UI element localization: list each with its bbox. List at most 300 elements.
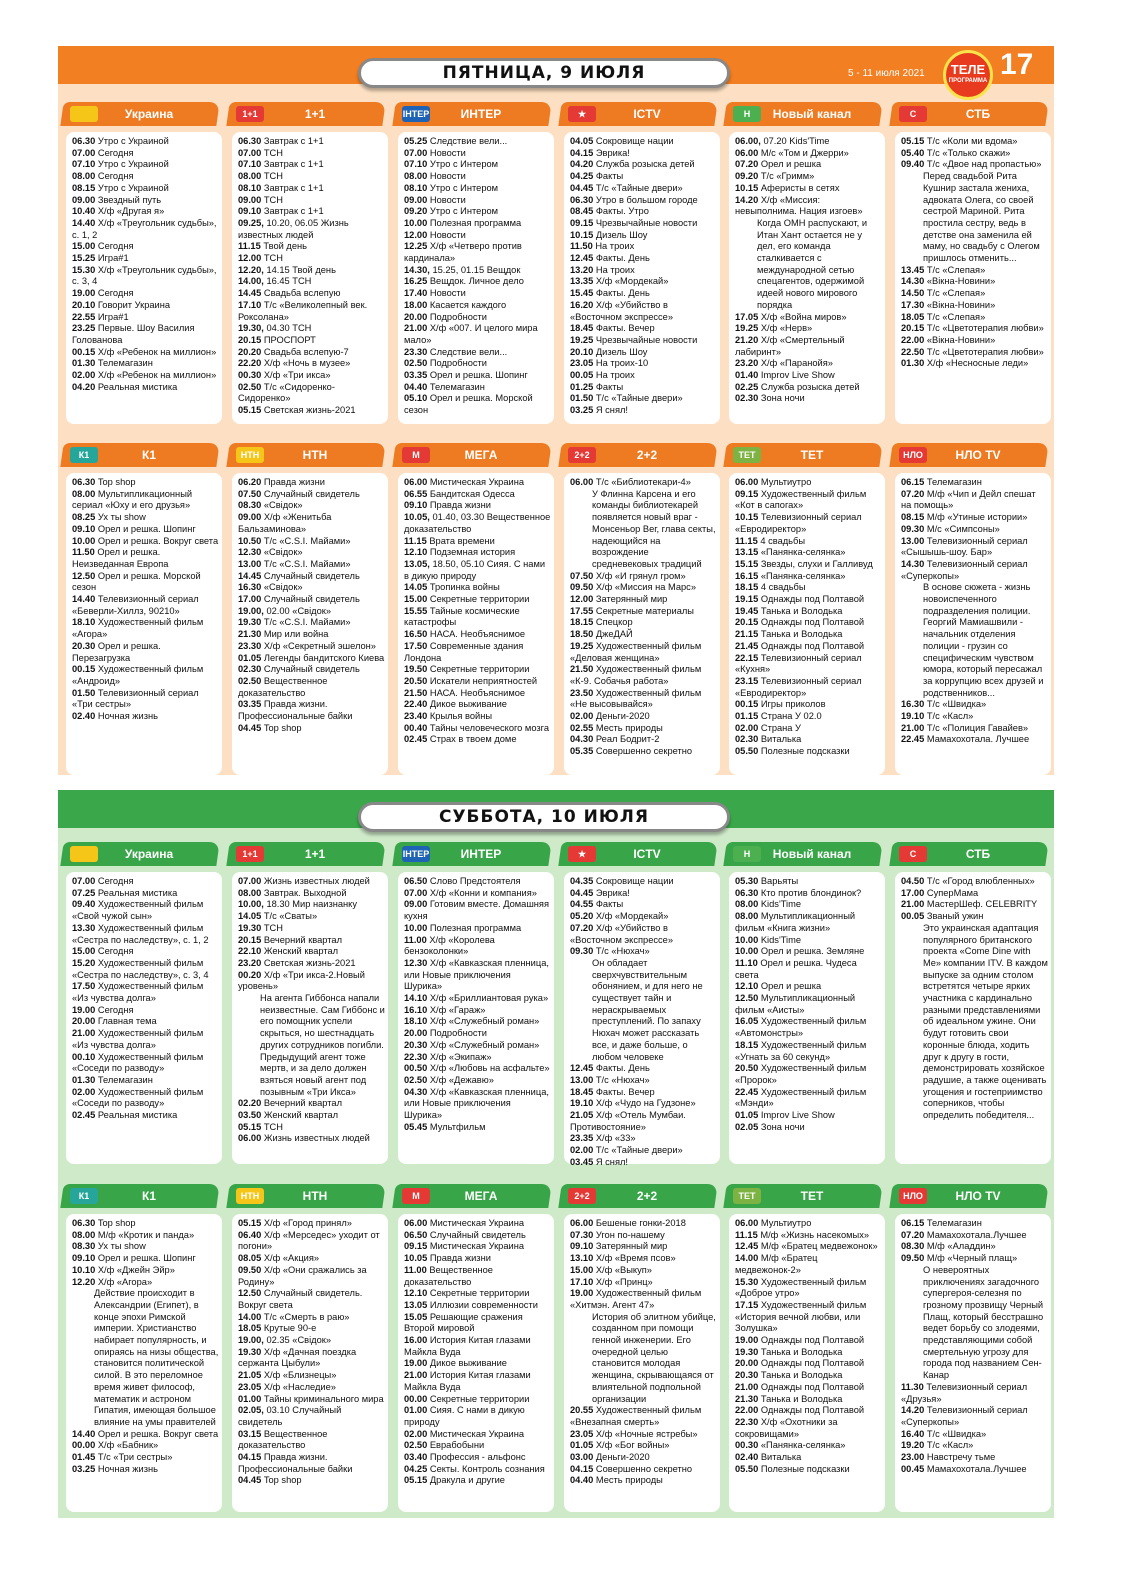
schedule-row: 02.30 Зона ночи (735, 393, 805, 404)
schedule-row: 19.10 Т/с «Касл» (901, 711, 974, 722)
schedule-list (404, 477, 551, 746)
schedule-row: 18.10 Х/ф «Служебный роман» (404, 1016, 540, 1027)
schedule-list (570, 876, 717, 1169)
schedule-row: 22.30 Х/ф «Охотники за сокровищами» (735, 1416, 841, 1439)
schedule-row: 16.30 Т/с «Швидка» (901, 699, 987, 710)
schedule-row: 06.00 Мистическая Украина (404, 1218, 525, 1228)
schedule-list (901, 477, 1048, 746)
schedule-row: 19.15 Однажды под Полтавой (735, 594, 865, 605)
schedule-row: 23.40 Крылья войны (404, 711, 493, 722)
schedule-row: 09.10 Орел и решка. Шопинг (72, 1253, 196, 1264)
channel-logo-icon: НЛО (899, 1188, 927, 1204)
channel-tab (558, 443, 717, 467)
schedule-row: 10.05 Правда жизни (404, 1253, 491, 1264)
schedule-row: 19.30, 04.30 ТСН (238, 323, 312, 334)
schedule-row: 18.15 Художественный фильм «Угнать за 60 секунд» (735, 1039, 869, 1062)
schedule-row: 02.40 Виталька (735, 1452, 802, 1463)
schedule-row: 02.00 Х/ф «Ребенок на миллион» (72, 370, 217, 381)
schedule-row: 05.15 Х/ф «Город принял» (238, 1218, 352, 1228)
schedule-row: 13.20 На троих (570, 264, 635, 275)
schedule-row: 05.35 Совершенно секретно (570, 746, 693, 757)
schedule-row: 21.45 Однажды под Полтавой (735, 640, 865, 651)
schedule-row: 08.10 Завтрак с 1+1 (238, 182, 324, 193)
schedule-row: 08.00 Мультипликационный фильм «Книга жизни» (735, 911, 858, 933)
channel-logo-icon: НТН (236, 447, 264, 463)
schedule-row: 08.00 Сегодня (72, 171, 134, 182)
schedule-row: 05.20 Х/ф «Мордекай» (570, 911, 669, 922)
schedule-row: 13.35 Х/ф «Мордекай» (570, 276, 669, 287)
page-number: 17 (1000, 48, 1034, 81)
schedule-row: 06.50 Слово Предстоятеля (404, 876, 521, 886)
schedule-list (735, 1218, 882, 1475)
schedule-row: 14.00 М/ф «Братец медвежонок-2» (735, 1253, 821, 1275)
schedule-row: 10.15 Телевизионный сериал «Евродиректор» (735, 512, 865, 534)
schedule-row: 06.30 Кто против блондинок? (735, 887, 862, 898)
schedule-row: 04.30 Реал Бодрит-2 (570, 734, 660, 745)
schedule-row: 14.40 Х/ф «Треугольник судьбы», с. 1, 2 (72, 217, 220, 240)
schedule-row: 15.00 Сегодня (72, 241, 134, 252)
schedule-row: 04.05 Сокровище нации (570, 136, 674, 146)
channel-card (729, 847, 885, 1164)
schedule-row: 21.00 Т/с «Полиция Гавайев» (901, 722, 1029, 733)
schedule-row: 09.25, 10.20, 06.05 Жизнь известных людей (238, 217, 352, 240)
schedule-row: 16.50 НАСА. Необъяснимое (404, 629, 526, 640)
schedule-row: 06.00 Мультиутро (735, 477, 812, 487)
schedule-row: 22.40 Дикое выживание (404, 699, 507, 710)
channel-logo-icon: 1+1 (236, 846, 264, 862)
schedule-row: 05.15 Т/с «Коли ми вдома» (901, 136, 1018, 146)
schedule-row: 15.45 Факты. День (570, 288, 650, 299)
schedule-row: 07.10 Утро с Украиной (72, 159, 169, 170)
schedule-row: 08.05 Х/ф «Акция» (238, 1253, 320, 1264)
schedule-row: 05.45 Мультфильм (404, 1121, 486, 1132)
schedule-row: 03.25 Ночная жизнь (72, 1463, 158, 1474)
schedule-row: 04.25 Факты (570, 171, 624, 182)
day-title: ПЯТНИЦА, 9 ИЮЛЯ (358, 58, 730, 88)
schedule-row: 07.00 ТСН (238, 147, 283, 158)
schedule-row: 08.00 Kids'Time (735, 899, 802, 910)
schedule-row: 20.10 Говорит Украина (72, 299, 171, 310)
channel-logo-icon: М (402, 1188, 430, 1204)
schedule-row: 19.00, 02.00 «Свідок» (238, 605, 332, 616)
schedule-list (238, 136, 385, 417)
schedule-row: 20.00 Подробности (404, 1028, 488, 1039)
schedule-row: 14.50 Т/с «Слепая» (901, 288, 986, 299)
schedule-row: 06.30 Утро в большом городе (570, 194, 698, 205)
schedule-row: 23.05 Х/ф «Наследие» (238, 1381, 336, 1392)
schedule-row: 16.05 Художественный фильм «Автомонстры» (735, 1016, 869, 1039)
channel-logo-icon (70, 846, 98, 862)
schedule-list (901, 136, 1048, 370)
schedule-row: 04.40 Месть природы (570, 1475, 663, 1486)
schedule-row: 01.50 Телевизионный сериал «Три сестры» (72, 687, 202, 710)
schedule-row: 06.30 Top shop (72, 1218, 136, 1228)
channel-logo-icon: НТН (236, 1188, 264, 1204)
schedule-row: 00.10 Художественный фильм «Соседи по разводу» (72, 1051, 206, 1074)
schedule-row: 23.50 Художественный фильм «Не высовывайся» (570, 687, 704, 710)
schedule-row: 08.10 Утро с Интером (404, 182, 499, 193)
schedule-row: 04.45 Эврика! (570, 887, 630, 898)
schedule-row: 01.45 Т/с «Три сестры» (72, 1452, 173, 1463)
schedule-row: 14.05 Т/с «Сваты» (238, 911, 318, 922)
schedule-row: 02.50 Вещественное доказательство (238, 675, 331, 698)
schedule-row: 21.50 НАСА. Необъяснимое (404, 687, 526, 698)
schedule-row: 08.00 Мультипликационный сериал «Юху и его друзья» (72, 488, 195, 511)
channel-tab (723, 102, 882, 126)
schedule-row: 07.00 Сегодня (72, 876, 134, 886)
channel-card (398, 448, 554, 775)
schedule-row: 13.05 Иллюзии современности (404, 1299, 538, 1310)
schedule-row: 07.20 Мамахохотала.Лучшее (901, 1229, 1027, 1240)
schedule-row: Когда ОМН распускают, и Итан Хант остается не у дел, его команда сталкивается с международной сетью спецагентов, одержимой идеей нового мирового порядка (757, 217, 870, 310)
schedule-list (570, 477, 717, 758)
schedule-row: 15.15 Звезды, слухи и Галливуд (735, 558, 873, 569)
schedule-row: 05.50 Полезные подсказки (735, 1463, 850, 1474)
schedule-row: 20.00 Главная тема (72, 1016, 157, 1027)
schedule-row: 12.20 Х/ф «Агора» (72, 1276, 153, 1287)
schedule-row: 02.50 Х/ф «Дежавю» (404, 1074, 494, 1085)
schedule-row: 07.20 Орел и решка (735, 159, 822, 170)
schedule-row: 18.45 Факты. Вечер (570, 323, 655, 334)
schedule-row: 12.45 М/ф «Братец медвежонок» (735, 1241, 878, 1252)
schedule-row: 18.15 4 свадьбы (735, 582, 806, 593)
schedule-row: 05.15 Дракула и другие (404, 1475, 505, 1486)
channel-name: ТЕТ (800, 448, 824, 462)
schedule-row: 12.30 «Свідок» (238, 547, 303, 558)
schedule-row: 00.00 Секретные территории (404, 1393, 530, 1404)
schedule-row: 19.00 Однажды под Полтавой (735, 1335, 865, 1346)
channel-logo-icon: ★ (568, 846, 596, 862)
schedule-row: 04.45 Top shop (238, 722, 302, 733)
schedule-row: 06.50 Случайный свидетель (404, 1229, 526, 1240)
schedule-row: 06.00 Бешеные гонки-2018 (570, 1218, 686, 1228)
schedule-row: 09.00 Х/ф «Женитьба Бальзаминова» (238, 512, 334, 534)
schedule-row: 05.50 Полезные подсказки (735, 746, 850, 757)
schedule-row: 17.05 Х/ф «Война миров» (735, 311, 847, 322)
schedule-row: 20.50 Художественный фильм «Пророк» (735, 1063, 869, 1085)
schedule-row: 08.15 М/ф «Утиные истории» (901, 512, 1028, 523)
schedule-row: 23.30 Следствие вели... (404, 346, 508, 357)
schedule-row: 17.30 «Вікна-Новини» (901, 299, 996, 310)
schedule-row: 11.15 Врата времени (404, 535, 495, 546)
channel-logo-icon: Н (733, 106, 761, 122)
schedule-row: 15.30 Х/ф «Треугольник судьбы», с. 3, 4 (72, 264, 220, 287)
schedule-row: 11.50 Орел и решка. Неизведанная Европа (72, 547, 169, 569)
schedule-row: 21.00 Х/ф «007. И целого мира мало» (404, 323, 541, 345)
schedule-row: 02.20 Вечерний квартал (238, 1098, 342, 1109)
schedule-row: 15.00 Секретные территории (404, 594, 530, 605)
schedule-row: 12.25 Х/ф «Четверо против кардинала» (404, 241, 525, 264)
schedule-row: 02.30 Виталька (735, 734, 802, 745)
schedule-row: 17.55 Секретные материалы (570, 605, 694, 616)
schedule-row: 06.20 Правда жизни (238, 477, 325, 487)
schedule-row: 09.50 Х/ф «Миссия на Марс» (570, 582, 696, 593)
channel-logo-icon: М (402, 447, 430, 463)
schedule-row: 12.45 Факты. День (570, 1063, 650, 1074)
schedule-row: 01.30 Телемагазин (72, 358, 153, 369)
schedule-row: 14.45 Свадьба вслепую (238, 288, 341, 299)
schedule-row: 06.00, 07.20 Kids'Time (735, 136, 830, 146)
channel-name: НЛО TV (955, 448, 1001, 462)
schedule-row: 15.05 Решающие сражения Второй мировой (404, 1311, 526, 1334)
channel-card (66, 448, 222, 775)
schedule-row: 03.25 Я снял! (570, 405, 628, 416)
schedule-row: 17.40 Новости (404, 288, 466, 299)
channel-tab (392, 443, 551, 467)
channel-name: НТН (302, 448, 328, 462)
schedule-row: 17.00 Случайный свидетель (238, 594, 360, 605)
schedule-row: 07.10 Завтрак с 1+1 (238, 159, 324, 170)
schedule-row: 14.00 Т/с «Смерть в раю» (238, 1311, 350, 1322)
channel-card (398, 107, 554, 424)
schedule-row: 16.15 «Панянка-селянка» (735, 570, 846, 581)
schedule-row: 02.50 Т/с «Сидоренко-Сидоренко» (238, 381, 335, 404)
schedule-row: 06.00 Т/с «Библиотекари-4» (570, 477, 691, 487)
channel-card (895, 448, 1051, 775)
schedule-row: 03.15 Вещественное доказательство (238, 1428, 331, 1451)
friday-section (58, 46, 1054, 775)
channel-logo-icon: 1+1 (236, 106, 264, 122)
schedule-row: 13.15 «Панянка-селянка» (735, 547, 846, 558)
schedule-row: 14.05 Тропинка войны (404, 582, 500, 593)
schedule-row: 18.05 Крутые 90-е (238, 1323, 317, 1334)
schedule-row: 09.40 Т/с «Двое над пропастью» (901, 159, 1042, 170)
schedule-row: 22.10 Женский квартал (238, 946, 339, 957)
schedule-row: 21.30 Мир или война (238, 629, 329, 640)
schedule-row: 10.00 Полезная программа (404, 217, 522, 228)
channel-card (232, 107, 388, 424)
channel-tab (889, 102, 1048, 126)
schedule-list (735, 477, 882, 758)
schedule-row: 19.00 Дикое выживание (404, 1358, 507, 1369)
schedule-row: 15.00 Сегодня (72, 946, 134, 957)
channel-name: МЕГА (464, 1189, 498, 1203)
schedule-row: 04.15 Эврика! (570, 147, 630, 158)
schedule-row: 19.20 Т/с «Касл» (901, 1440, 974, 1451)
schedule-row: 04.45 Top shop (238, 1475, 302, 1486)
schedule-row: 14.45 Случайный свидетель (238, 570, 360, 581)
schedule-row: 13.45 Т/с «Слепая» (901, 264, 986, 275)
schedule-row: 09.10 Орел и решка. Шопинг (72, 523, 196, 534)
schedule-row: 12.10 Орел и решка (735, 981, 822, 992)
channel-tab (889, 443, 1048, 467)
channel-tab (226, 443, 385, 467)
schedule-row: 23.30 Х/ф «Секретный эшелон» (238, 640, 376, 651)
schedule-row: 12.00 Затерянный мир (570, 594, 668, 605)
schedule-row: 14.20 Х/ф «Миссия: невыполнима. Нация изгоев» (735, 194, 863, 217)
schedule-row: 12.50 Орел и решка. Морской сезон (72, 570, 204, 593)
schedule-row: 04.15 Совершенно секретно (570, 1463, 693, 1474)
schedule-row: 04.35 Сокровище нации (570, 876, 674, 886)
schedule-row: 14.20 Телевизионный сериал «Суперкопы» (901, 1405, 1031, 1427)
schedule-row: 21.30 Танька и Володька (735, 1393, 843, 1404)
schedule-row: 01.05 Improv Live Show (735, 1110, 835, 1121)
schedule-row: 08.25 Ух ты show (72, 512, 146, 523)
schedule-row: 05.25 Следствие вели... (404, 136, 508, 146)
schedule-row: 11.15 Твой день (238, 241, 307, 252)
schedule-row: 13.05, 18.50, 05.10 Сияя. С нами в дикую природу (404, 558, 548, 581)
schedule-row: 09.00 Звездный путь (72, 194, 162, 205)
schedule-list (238, 1218, 385, 1487)
tele-programma-logo: ТЕЛЕ ПРОГРАММА (943, 50, 993, 100)
schedule-list (735, 136, 882, 405)
schedule-row: 04.55 Факты (570, 899, 624, 910)
schedule-row: 07.00 Х/ф «Конни и компания» (404, 887, 537, 898)
channel-card (66, 847, 222, 1164)
schedule-row: 20.10 Дизель Шоу (570, 346, 648, 357)
schedule-row: 13.00 Телевизионный сериал «Сышышь-шоу. Бар» (901, 535, 1031, 558)
schedule-row: 09.50 Х/ф «Они сражались за Родину» (238, 1264, 370, 1287)
schedule-row: 16.25 Вещдок. Личное дело (404, 276, 524, 287)
schedule-row: На агента Гиббонса напали неизвестные. Сам Гиббонс и его помощник успели скрыться, но шестнадцать других сотрудников погибли. Предыдущий агент тоже мертв, и за дело должен взяться новый агент под позывным «Три Икса» (260, 993, 388, 1097)
schedule-row: 09.15 Чрезвычайные новости (570, 217, 698, 228)
schedule-row: 09.10 Правда жизни (404, 500, 491, 511)
schedule-row: 22.55 Игра#1 (72, 311, 129, 322)
schedule-row: 22.30 Х/ф «Экипаж» (404, 1051, 492, 1062)
schedule-row: 20.20 Свадьба вслепую-7 (238, 346, 349, 357)
schedule-row: 11.10 Орел и решка. Чудеса света (735, 957, 860, 980)
channel-card (232, 847, 388, 1164)
channel-name: МЕГА (464, 448, 498, 462)
schedule-row: 03.35 Орел и решка. Шопинг (404, 370, 528, 381)
schedule-row: 05.40 Т/с «Только скажи» (901, 147, 1011, 158)
schedule-row: 19.00, 02.35 «Свідок» (238, 1335, 332, 1346)
schedule-row: Перед свадьбой Рита Кушнир застала жениха, адвоката Олега, со своей сестрой Мариной. Рита простила сестру, ведь в детстве она заменила ей маму, но свадьбу с Олегом пришлось отменить... (923, 171, 1043, 264)
schedule-row: 20.30 Танька и Володька (735, 1370, 843, 1381)
schedule-row: 11.15 М/ф «Жизнь насекомых» (735, 1229, 870, 1240)
schedule-row: 09.40 Художественный фильм «Свой чужой сын» (72, 899, 206, 922)
schedule-row: 16.10 Х/ф «Гараж» (404, 1004, 486, 1015)
schedule-list (72, 876, 219, 1122)
schedule-row: 13.00 Т/с «C.S.I. Майами» (238, 558, 351, 569)
channel-tab (392, 842, 551, 866)
schedule-row: 18.05 Т/с «Слепая» (901, 311, 986, 322)
channel-name: ICTV (633, 847, 661, 861)
schedule-row: 08.00 Новости (404, 171, 466, 182)
schedule-row: 23.35 Х/ф «33» (570, 1133, 636, 1144)
schedule-row: 19.45 Танька и Володька (735, 605, 843, 616)
schedule-row: Это украинская адаптация популярного британского проекта «Come Dine with Me» компании ITV. В каждом выпуске за одним столом встретятся четыре ярких участника с кардинально разными представлениями об идеальном ужине. Они будут готовить свои коронные блюда, ходить друг к другу в гости, демонстрировать хозяйское радушие, а также оценивать угощения и гостеприимство соперников, чтобы определить победителя... (923, 922, 1051, 1121)
channel-name: К1 (142, 448, 156, 462)
schedule-row: 20.15 Однажды под Полтавой (735, 617, 865, 628)
schedule-row: 08.30 Ух ты show (72, 1241, 146, 1252)
channel-name: Украина (124, 847, 174, 861)
channel-tab (558, 102, 717, 126)
schedule-row: 19.25 Художественный фильм «Деловая женщина» (570, 640, 704, 663)
schedule-row: 05.10 Орел и решка. Морской сезон (404, 393, 536, 416)
schedule-row: 02.00 Страна У (735, 722, 801, 733)
channel-tab (723, 443, 882, 467)
channel-name: 2+2 (636, 448, 658, 462)
schedule-row: Действие происходит в Александрии (Египет), в конце эпохи Римской империи. Христианство набирает популярность, и опираясь на низы общества, становится политической силой. В это переломное время живет философ, математик и астроном Гипатия, имеющая большое влияние на умы правителей (94, 1288, 221, 1427)
schedule-row: 22.00 Однажды под Полтавой (735, 1405, 865, 1416)
schedule-row: 09.00 Готовим вместе. Домашняя кухня (404, 899, 552, 922)
channel-card (895, 1189, 1051, 1512)
channel-logo-icon: К1 (70, 447, 98, 463)
schedule-row: 10.40 Х/ф «Другая я» (72, 206, 165, 217)
schedule-row: 17.10 Х/ф «Принц» (570, 1276, 653, 1287)
schedule-list (238, 876, 388, 1145)
schedule-row: 01.25 Факты (570, 381, 624, 392)
schedule-list (901, 1218, 1048, 1475)
channel-name: НТН (302, 1189, 328, 1203)
schedule-row: 01.50 Т/с «Тайные двери» (570, 393, 683, 404)
schedule-row: 15.30 Художественный фильм «Доброе утро» (735, 1276, 869, 1299)
schedule-row: 20.15 ПРОСПОРТ (238, 334, 316, 345)
channel-name: Украина (124, 107, 174, 121)
schedule-row: 10.00 Орел и решка. Вокруг света (72, 535, 219, 546)
channel-name: СТБ (965, 107, 991, 121)
schedule-row: 08.00 ТСН (238, 171, 283, 182)
schedule-row: 14.40 Орел и решка. Вокруг света (72, 1428, 219, 1439)
schedule-row: У Флинна Карсена и его команды библиотекарей появляется новый враг - Монсеньор Вег, глава секты, надеющийся на возрождение средневековых традиций (592, 488, 719, 569)
schedule-row: 15.00 Х/ф «Выкуп» (570, 1264, 652, 1275)
schedule-list (72, 136, 219, 393)
schedule-row: 23.05 На троих-10 (570, 358, 649, 369)
schedule-row: 09.50 М/ф «Черный плащ» (901, 1253, 1018, 1264)
schedule-row: 07.00 Новости (404, 147, 466, 158)
schedule-row: 07.50 Случайный свидетель (238, 488, 360, 499)
channel-tab (558, 1184, 717, 1208)
channel-name: ИНТЕР (460, 107, 502, 121)
channel-tab (60, 102, 219, 126)
schedule-row: 13.10 Х/ф «Время псов» (570, 1253, 676, 1264)
schedule-row: 00.00 Х/ф «Бабник» (72, 1440, 159, 1451)
schedule-row: 01.00 Сияя. С нами в дикую природу (404, 1405, 528, 1427)
channel-tab (889, 842, 1048, 866)
schedule-row: 23.25 Первые. Шоу Василия Голованова (72, 323, 198, 345)
channel-name: ТЕТ (800, 1189, 824, 1203)
channel-logo-icon: ІНТЕР (402, 846, 430, 862)
channel-logo-icon: ★ (568, 106, 596, 122)
channel-name: К1 (142, 1189, 156, 1203)
schedule-row: 06.55 Бандитская Одесса (404, 488, 515, 499)
schedule-row: 18.00 Касается каждого (404, 299, 507, 310)
schedule-row: 11.15 4 свадьбы (735, 535, 806, 546)
channel-card (564, 448, 720, 775)
schedule-row: 20.30 Х/ф «Служебный роман» (404, 1039, 540, 1050)
schedule-row: 01.00 Тайны криминального мира (238, 1393, 384, 1404)
schedule-row: 18.50 ДжеДАЙ (570, 629, 633, 640)
schedule-row: 12.50 Мультипликационный фильм «Аисты» (735, 993, 858, 1015)
schedule-row: 01.30 Телемагазин (72, 1074, 153, 1085)
schedule-row: 07.20 М/ф «Чип и Дейл спешат на помощь» (901, 488, 1039, 511)
schedule-row: 21.00 МастерШеф. CELEBRITY (901, 899, 1038, 910)
channel-card (66, 107, 222, 424)
schedule-row: 04.50 Т/с «Город влюбленных» (901, 876, 1035, 886)
schedule-row: 04.25 Секты. Контроль сознания (404, 1463, 545, 1474)
schedule-row: 02.00 Мистическая Украина (404, 1428, 525, 1439)
schedule-row: 01.05 Легенды бандитского Киева (238, 652, 385, 663)
schedule-row: 20.00 Подробности (404, 311, 488, 322)
schedule-row: 00.15 Х/ф «Ребенок на миллион» (72, 346, 217, 357)
schedule-row: 20.55 Художественный фильм «Внезапная смерть» (570, 1405, 704, 1427)
channel-card (729, 107, 885, 424)
schedule-row: 09.20 Утро с Интером (404, 206, 499, 217)
channel-card (729, 448, 885, 775)
schedule-row: 11.30 Телевизионный сериал «Друзья» (901, 1381, 1030, 1404)
schedule-row: 10.00 Орел и решка. Земляне (735, 946, 865, 957)
channel-logo-icon: Н (733, 846, 761, 862)
schedule-row: 01.40 Improv Live Show (735, 370, 835, 381)
schedule-row: 22.00 «Вікна-Новини» (901, 334, 996, 345)
channel-card (895, 107, 1051, 424)
schedule-row: 20.30 Орел и решка. Перезагрузка (72, 640, 164, 663)
schedule-row: 14.10 Х/ф «Бриллиантовая рука» (404, 993, 549, 1004)
schedule-row: 13.00 Т/с «Нюхач» (570, 1074, 650, 1085)
schedule-row: 13.30 Художественный фильм «Сестра по наследству», с. 1, 2 (72, 922, 209, 945)
schedule-row: 12.10 Подземная история (404, 547, 516, 558)
